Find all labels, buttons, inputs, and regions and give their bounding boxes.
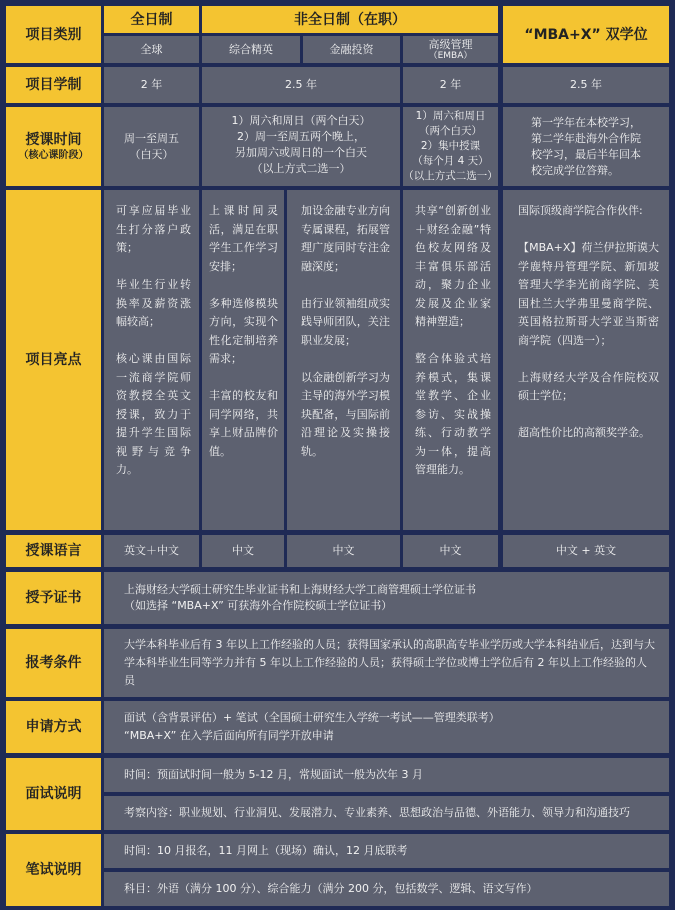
language-mba-x — [503, 535, 669, 567]
full-time-header — [104, 6, 199, 33]
written-subjects — [104, 872, 669, 906]
mba-x-text: “MBA+X” 双学位 — [524, 26, 648, 43]
duration-emba-text: 2 年 — [439, 78, 462, 91]
schedule-part-time — [202, 107, 400, 186]
language-finance — [287, 535, 400, 567]
global-text: 全球 — [140, 42, 163, 56]
interview-content-text: 考察内容：职业规划、行业洞见、发展潜力、专业素养、思想政治与品德、外语能力、领导力和沟通技巧 — [124, 806, 630, 819]
written-label — [6, 834, 101, 906]
duration-part-time — [202, 67, 400, 103]
schedule-mba-x-text: 第一学年在本校学习， 第二学年赴海外合作院 校学习，最后半年回本 校完成学位答辩。 — [531, 115, 641, 177]
finance-text: 金融投资 — [329, 42, 374, 56]
schedule-part-time-text: 1）周六和周日（两个白天） 2）周一至周五两个晚上， 另加周六或周日的一个白天 （以上方式二选一） — [231, 114, 371, 175]
language-label — [6, 535, 101, 567]
highlights-label-text: 项目亮点 — [25, 352, 82, 368]
schedule-emba — [403, 107, 498, 186]
schedule-label-text: 授课时间 — [25, 131, 82, 148]
language-comprehensive — [202, 535, 284, 567]
duration-label-text: 项目学制 — [25, 77, 82, 93]
certificate-content — [104, 572, 669, 624]
category-label-text: 项目类别 — [25, 26, 82, 43]
schedule-full-time-text: 周一至周五 （白天） — [124, 131, 179, 161]
schedule-full-time — [104, 107, 199, 186]
requirements-label-text: 报考条件 — [25, 655, 82, 671]
highlights-mba-x-text: 国际顶级商学院合作伙伴: 【MBA+X】荷兰伊拉斯谟大学鹿特丹管理学院、新加坡管理大学李光前商学院、美国杜兰大学弗里曼商学院、英国格拉斯哥大学亚当斯密商学院（四选一）； 上海财经大学及合作院校双硕士学位； 超高性价比的高额奖学金。 — [518, 204, 659, 439]
full-time-text: 全日制 — [130, 11, 173, 28]
certificate-label — [6, 572, 101, 624]
part-time-text: 非全日制（在职） — [294, 11, 406, 28]
written-subjects-text: 科目：外语（满分 100 分）、综合能力（满分 200 分，包括数学、逻辑、语文写作） — [124, 882, 538, 895]
language-label-text: 授课语言 — [25, 543, 82, 559]
schedule-emba-text: 1）周六和周日 （两个白天） 2）集中授课 （每个月 4 天） （以上方式二选一） — [403, 110, 498, 182]
interview-label — [6, 758, 101, 830]
highlights-finance-text: 加设金融专业方向专属课程，拓展管理广度同时专注金融深度； 由行业领袖组成实践导师团队，关注职业发展； 以金融创新学习为主导的海外学习模块配备，与国际前沿理论及实操接轨。 — [301, 204, 390, 458]
written-label-text: 笔试说明 — [25, 862, 82, 878]
duration-part-time-text: 2.5 年 — [285, 78, 317, 91]
application-text: 面试（含背景评估）+ 笔试（全国硕士研究生入学统一考试——管理类联考） “MBA+X” 在入学后面向所有同学开放申请 — [124, 711, 500, 742]
highlights-full-time-text: 可享应届毕业生打分落户政策； 毕业生行业转换率及薪资涨幅较高； 核心课由国际一流商学院师资教授全英文授课，致力于提升学生国际视野与竞争力。 — [116, 204, 191, 476]
interview-time-text: 时间：预面试时间一般为 5-12 月，常规面试一般为次年 3 月 — [124, 768, 423, 781]
sub-header-comprehensive — [202, 36, 300, 63]
duration-emba — [403, 67, 498, 103]
highlights-emba — [403, 190, 498, 530]
duration-mba-x-text: 2.5 年 — [570, 78, 602, 91]
sub-header-emba — [403, 36, 498, 63]
duration-label — [6, 67, 101, 103]
sub-header-global — [104, 36, 199, 63]
mba-x-header — [503, 6, 669, 63]
emba-sub-text: （EMBA） — [428, 51, 473, 61]
language-mba-x-text: 中文 + 英文 — [555, 544, 617, 557]
language-comprehensive-text: 中文 — [232, 544, 254, 557]
interview-content — [104, 796, 669, 830]
emba-text: 高级管理 — [428, 38, 473, 51]
duration-mba-x — [503, 67, 669, 103]
part-time-header — [202, 6, 498, 33]
highlights-finance — [287, 190, 400, 530]
highlights-comprehensive — [202, 190, 284, 530]
application-label — [6, 701, 101, 753]
language-full-time-text: 英文＋中文 — [124, 544, 179, 557]
category-label — [6, 6, 101, 63]
schedule-mba-x — [503, 107, 669, 186]
requirements-content — [104, 629, 669, 697]
highlights-mba-x — [503, 190, 669, 530]
language-emba-text: 中文 — [439, 544, 462, 557]
language-emba — [403, 535, 498, 567]
schedule-label-sub: （核心课阶段） — [18, 149, 89, 161]
duration-full-time — [104, 67, 199, 103]
application-label-text: 申请方式 — [25, 719, 82, 735]
language-full-time — [104, 535, 199, 567]
highlights-full-time — [104, 190, 199, 530]
requirements-text: 大学本科毕业后有 3 年以上工作经验的人员；获得国家承认的高职高专毕业学历或大学本科结业后，达到与大学本科毕业生同等学力并有 5 年以上工作经验的人员；获得硕士学位或博士学位后有 2 年以上工作经验的人员 — [124, 638, 655, 687]
highlights-emba-text: 共享“创新创业＋财经金融”特色校友网络及丰富俱乐部活动，聚力企业发展及企业家精神塑造； 整合体验式培养模式，集课堂教学、企业参访、实战操练、行动教学为一体，提高管理能力。 — [415, 204, 491, 476]
comprehensive-text: 综合精英 — [229, 42, 273, 56]
application-content — [104, 701, 669, 753]
schedule-label — [6, 107, 101, 186]
interview-time — [104, 758, 669, 792]
highlights-label — [6, 190, 101, 530]
highlights-comprehensive-text: 上课时间灵活，满足在职学生工作学习安排； 多种选修模块方向，实现个性化定制培养需求； 丰富的校友和同学网络，共享上财品牌价值。 — [209, 204, 278, 458]
written-time-text: 时间：10 月报名，11 月网上（现场）确认，12 月底联考 — [124, 844, 408, 857]
language-finance-text: 中文 — [332, 544, 355, 557]
certificate-text: 上海财经大学硕士研究生毕业证书和上海财经大学工商管理硕士学位证书 （如选择 “MBA+X” 可获海外合作院校硕士学位证书） — [124, 583, 476, 612]
sub-header-finance — [303, 36, 400, 63]
certificate-label-text: 授予证书 — [25, 590, 82, 606]
requirements-label — [6, 629, 101, 697]
interview-label-text: 面试说明 — [25, 786, 82, 802]
written-time — [104, 834, 669, 868]
duration-full-time-text: 2 年 — [140, 78, 163, 91]
